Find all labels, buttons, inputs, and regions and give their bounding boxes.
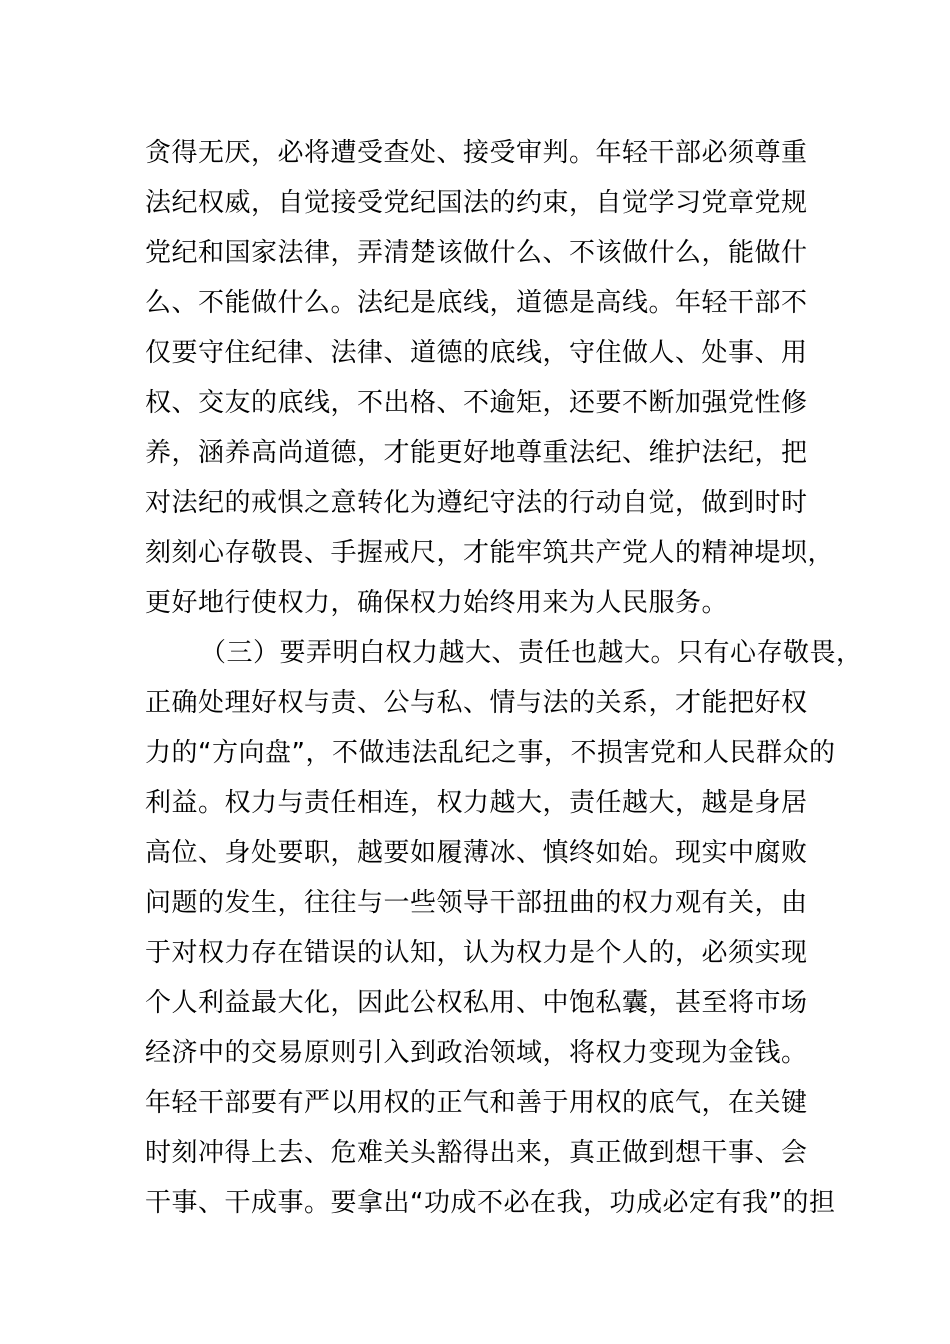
document-body xyxy=(145,128,863,1228)
section-heading-line: （三）要弄明白权力越大、责任也越大。只有心存敬畏， xyxy=(200,638,863,668)
text-line: 干事、干成事。要拿出“功成不必在我，功成必定有我”的担 xyxy=(145,1188,836,1218)
text-line: 个人利益最大化，因此公权私用、中饱私囊，甚至将市场 xyxy=(145,988,808,1018)
text-line: 权、交友的底线，不出格、不逾矩，还要不断加强党性修 xyxy=(145,388,808,418)
text-line: 法纪权威，自觉接受党纪国法的约束，自觉学习党章党规 xyxy=(145,188,808,218)
text-line: 刻刻心存敬畏、手握戒尺，才能牢筑共产党人的精神堤坝， xyxy=(145,538,835,568)
text-line: 党纪和国家法律，弄清楚该做什么、不该做什么，能做什 xyxy=(145,238,808,268)
text-line: 仅要守住纪律、法律、道德的底线，守住做人、处事、用 xyxy=(145,338,808,368)
text-line: 么、不能做什么。法纪是底线，道德是高线。年轻干部不 xyxy=(145,288,808,318)
text-line: 年轻干部要有严以用权的正气和善于用权的底气，在关键 xyxy=(145,1088,808,1118)
text-line: 力的“方向盘”，不做违法乱纪之事，不损害党和人民群众的 xyxy=(145,738,836,768)
text-line: 贪得无厌，必将遭受查处、接受审判。年轻干部必须尊重 xyxy=(145,138,808,168)
text-line: 问题的发生，往往与一些领导干部扭曲的权力观有关，由 xyxy=(145,888,808,918)
text-line: 正确处理好权与责、公与私、情与法的关系，才能把好权 xyxy=(145,688,808,718)
text-line: 经济中的交易原则引入到政治领域，将权力变现为金钱。 xyxy=(145,1038,808,1068)
text-line: 高位、身处要职，越要如履薄冰、慎终如始。现实中腐败 xyxy=(145,838,808,868)
text-line: 利益。权力与责任相连，权力越大，责任越大，越是身居 xyxy=(145,788,808,818)
text-line: 更好地行使权力，确保权力始终用来为人民服务。 xyxy=(145,588,729,618)
text-line: 对法纪的戒惧之意转化为遵纪守法的行动自觉，做到时时 xyxy=(145,488,808,518)
text-line: 养，涵养高尚道德，才能更好地尊重法纪、维护法纪，把 xyxy=(145,438,808,468)
text-line: 于对权力存在错误的认知，认为权力是个人的，必须实现 xyxy=(145,938,808,968)
text-line: 时刻冲得上去、危难关头豁得出来，真正做到想干事、会 xyxy=(145,1138,808,1168)
